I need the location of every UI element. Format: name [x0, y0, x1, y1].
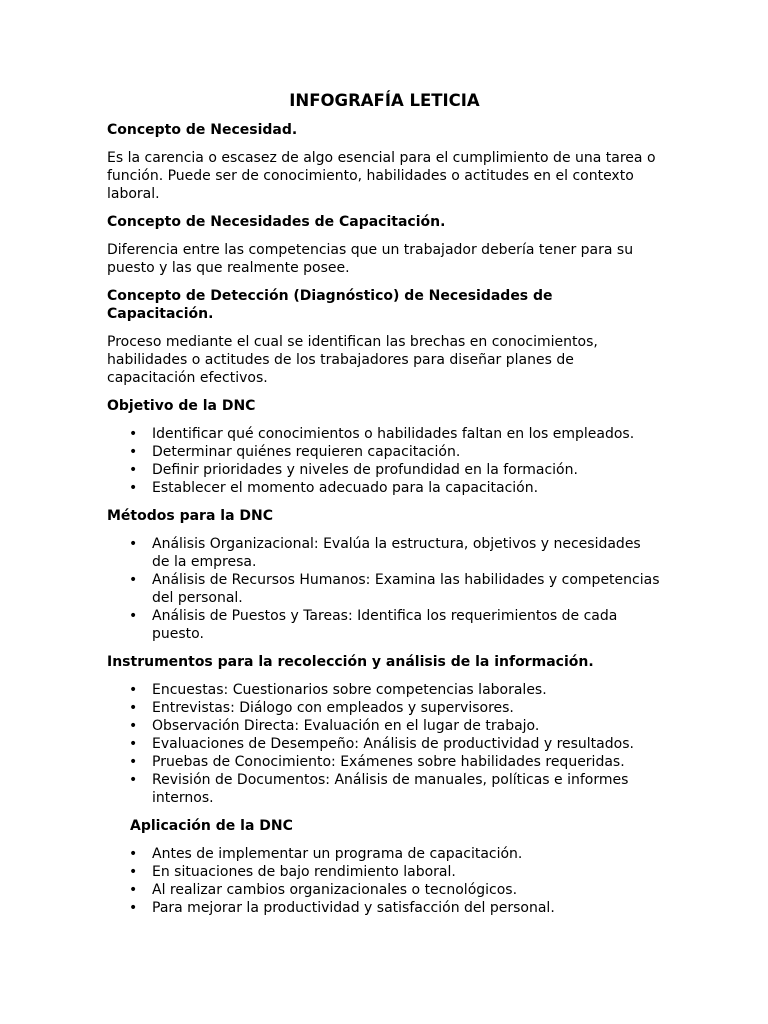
bullet-icon: •	[129, 480, 138, 496]
list-item	[107, 571, 662, 607]
section-heading-aplicacion: Aplicación de la DNC	[130, 818, 293, 834]
list-item-text: Análisis de Puestos y Tareas: Identifica los requerimientos de cada puesto.	[152, 608, 618, 642]
list-item-text: Al realizar cambios organizacionales o tecnológicos.	[152, 882, 518, 898]
list-item-text: Determinar quiénes requieren capacitación.	[152, 444, 461, 460]
list-objetivo	[107, 425, 662, 497]
list-item-text: Identificar qué conocimientos o habilidades faltan en los empleados.	[152, 426, 635, 442]
bullet-icon: •	[129, 682, 138, 698]
list-item	[107, 425, 662, 443]
section-paragraph-necesidades-capacitacion: Diferencia entre las competencias que un trabajador debería tener para su puesto y las que realmente posee.	[107, 242, 634, 276]
list-instrumentos	[107, 681, 662, 807]
list-item	[107, 479, 662, 497]
list-item-text: Para mejorar la productividad y satisfacción del personal.	[152, 900, 555, 916]
bullet-icon: •	[129, 846, 138, 862]
section-heading-instrumentos: Instrumentos para la recolección y análisis de la información.	[107, 654, 594, 670]
list-item	[107, 881, 662, 899]
list-item	[107, 607, 662, 643]
list-item	[107, 735, 662, 753]
bullet-icon: •	[129, 700, 138, 716]
bullet-icon: •	[129, 462, 138, 478]
section-heading-deteccion: Concepto de Detección (Diagnóstico) de Necesidades de Capacitación.	[107, 288, 553, 322]
bullet-icon: •	[129, 444, 138, 460]
list-item-text: Revisión de Documentos: Análisis de manuales, políticas e informes internos.	[152, 772, 629, 806]
list-item	[107, 845, 662, 863]
list-item	[107, 699, 662, 717]
bullet-icon: •	[129, 718, 138, 734]
section-heading-concepto-necesidad: Concepto de Necesidad.	[107, 122, 298, 138]
section-heading-necesidades-capacitacion: Concepto de Necesidades de Capacitación.	[107, 214, 446, 230]
bullet-icon: •	[129, 754, 138, 770]
list-item	[107, 535, 662, 571]
section-heading-metodos: Métodos para la DNC	[107, 508, 274, 524]
list-item	[107, 443, 662, 461]
bullet-icon: •	[129, 572, 138, 588]
list-metodos	[107, 535, 662, 643]
list-item-text: Análisis de Recursos Humanos: Examina las habilidades y competencias del personal.	[152, 572, 660, 606]
list-item-text: Pruebas de Conocimiento: Exámenes sobre habilidades requeridas.	[152, 754, 625, 770]
list-item	[107, 863, 662, 881]
bullet-icon: •	[129, 608, 138, 624]
list-item-text: En situaciones de bajo rendimiento laboral.	[152, 864, 456, 880]
list-item-text: Evaluaciones de Desempeño: Análisis de productividad y resultados.	[152, 736, 634, 752]
bullet-icon: •	[129, 900, 138, 916]
section-heading-objetivo: Objetivo de la DNC	[107, 398, 256, 414]
list-item-text: Entrevistas: Diálogo con empleados y supervisores.	[152, 700, 514, 716]
list-item-text: Establecer el momento adecuado para la capacitación.	[152, 480, 539, 496]
bullet-icon: •	[129, 864, 138, 880]
list-item	[107, 681, 662, 699]
list-item-text: Definir prioridades y niveles de profundidad en la formación.	[152, 462, 578, 478]
bullet-icon: •	[129, 736, 138, 752]
list-item	[107, 899, 662, 917]
list-item-text: Encuestas: Cuestionarios sobre competencias laborales.	[152, 682, 547, 698]
bullet-icon: •	[129, 426, 138, 442]
bullet-icon: •	[129, 882, 138, 898]
list-item	[107, 717, 662, 735]
list-aplicacion	[107, 845, 662, 917]
list-item-text: Antes de implementar un programa de capacitación.	[152, 846, 523, 862]
list-item	[107, 753, 662, 771]
bullet-icon: •	[129, 772, 138, 788]
list-item	[107, 461, 662, 479]
section-paragraph-deteccion: Proceso mediante el cual se identifican las brechas en conocimientos, habilidades o actitudes de los trabajadores para diseñar planes de capacitación efectivos.	[107, 334, 598, 386]
list-item-text: Análisis Organizacional: Evalúa la estructura, objetivos y necesidades de la empresa.	[152, 536, 641, 570]
bullet-icon: •	[129, 536, 138, 552]
list-item	[107, 771, 662, 807]
list-item-text: Observación Directa: Evaluación en el lugar de trabajo.	[152, 718, 540, 734]
section-paragraph-concepto-necesidad: Es la carencia o escasez de algo esencial para el cumplimiento de una tarea o función. Puede ser de conocimiento, habilidades o actitudes en el contexto laboral.	[107, 150, 656, 202]
document-title: INFOGRAFÍA LETICIA	[289, 91, 480, 110]
